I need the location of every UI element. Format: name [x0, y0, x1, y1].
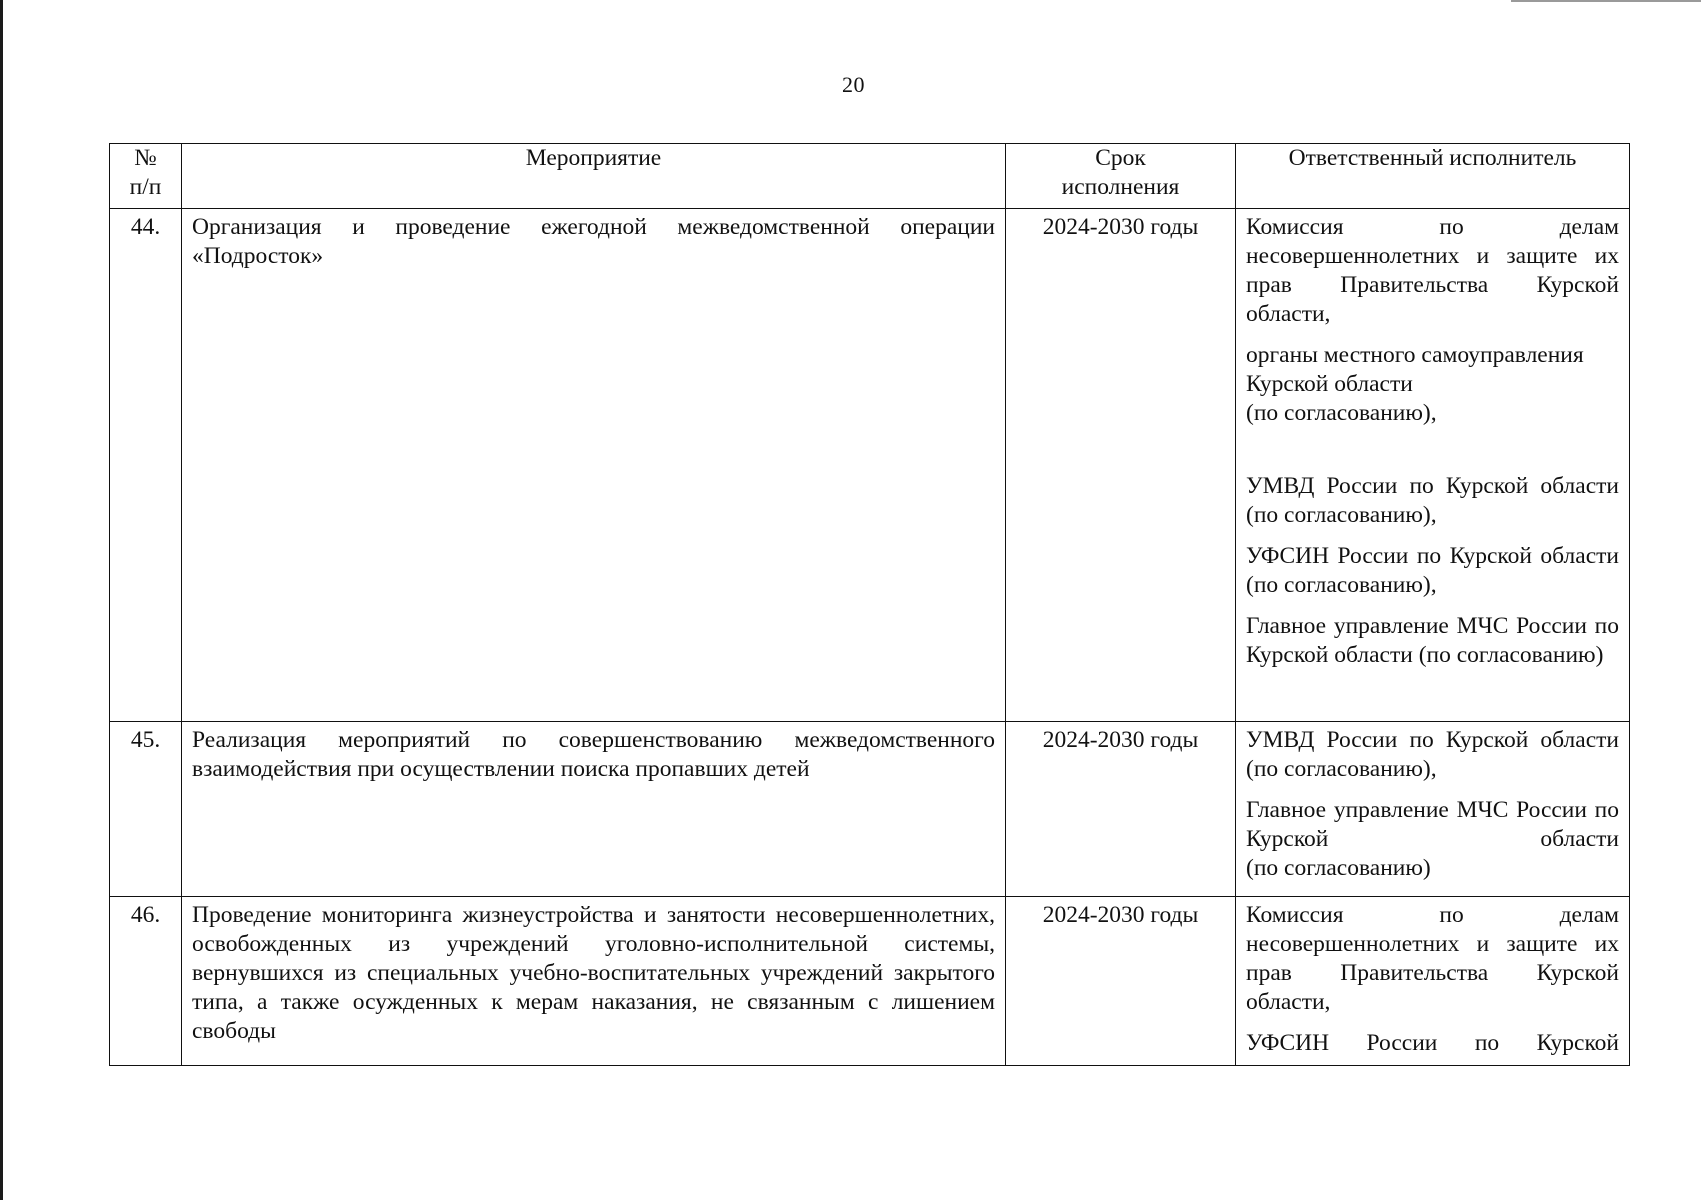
- row-deadline: 2024-2030 годы: [1006, 897, 1236, 1066]
- table-row: [110, 209, 1630, 722]
- header-event: Мероприятие: [182, 144, 1006, 209]
- row-responsible: [1236, 209, 1630, 722]
- row-event: Организация и проведение ежегодной межведомственной операции «Подросток»: [182, 209, 1006, 722]
- responsible-entry: УФСИН России по Курской области (по согласованию),: [1246, 543, 1619, 598]
- plan-table: [109, 143, 1630, 1066]
- page-number: 20: [842, 72, 865, 97]
- header-deadline: Срок исполнения: [1006, 144, 1236, 209]
- scan-edge-left: [0, 0, 3, 1200]
- responsible-entry: УФСИН России по Курской: [1246, 1030, 1619, 1056]
- responsible-entry: органы местного самоуправления Курской области (по согласованию),: [1246, 342, 1584, 426]
- row-event: Проведение мониторинга жизнеустройства и занятости несовершеннолетних, освобожденных из учреждений уголовно-исполнительной системы, вернувшихся из специальных учебно-воспитательных учреждений закрытого типа, а также осужденных к мерам наказания, не связанным с лишением свободы: [182, 897, 1006, 1066]
- row-number: 45.: [110, 722, 182, 897]
- table-row: [110, 897, 1630, 1066]
- responsible-entry: Главное управление МЧС России по Курской области (по согласованию): [1246, 613, 1619, 668]
- table-row: [110, 722, 1630, 897]
- row-number: 46.: [110, 897, 182, 1066]
- responsible-entry: Комиссия по делам несовершеннолетних и защите их прав Правительства Курской области,: [1246, 214, 1619, 327]
- header-responsible: Ответственный исполнитель: [1236, 144, 1630, 209]
- row-responsible: [1236, 897, 1630, 1066]
- row-deadline: 2024-2030 годы: [1006, 209, 1236, 722]
- scan-mark-top: [1511, 0, 1701, 2]
- responsible-entry: Главное управление МЧС России по Курской области (по согласованию): [1246, 797, 1619, 881]
- row-deadline: 2024-2030 годы: [1006, 722, 1236, 897]
- header-number: № п/п: [110, 144, 182, 209]
- responsible-entry: Комиссия по делам несовершеннолетних и защите их прав Правительства Курской области,: [1246, 902, 1619, 1015]
- row-number: 44.: [110, 209, 182, 722]
- responsible-entry: УМВД России по Курской области (по согласованию),: [1246, 473, 1619, 528]
- row-responsible: [1236, 722, 1630, 897]
- row-event: Реализация мероприятий по совершенствованию межведомственного взаимодействия при осуществлении поиска пропавших детей: [182, 722, 1006, 897]
- responsible-entry: УМВД России по Курской области (по согласованию),: [1246, 727, 1619, 782]
- table-header-row: [110, 144, 1630, 209]
